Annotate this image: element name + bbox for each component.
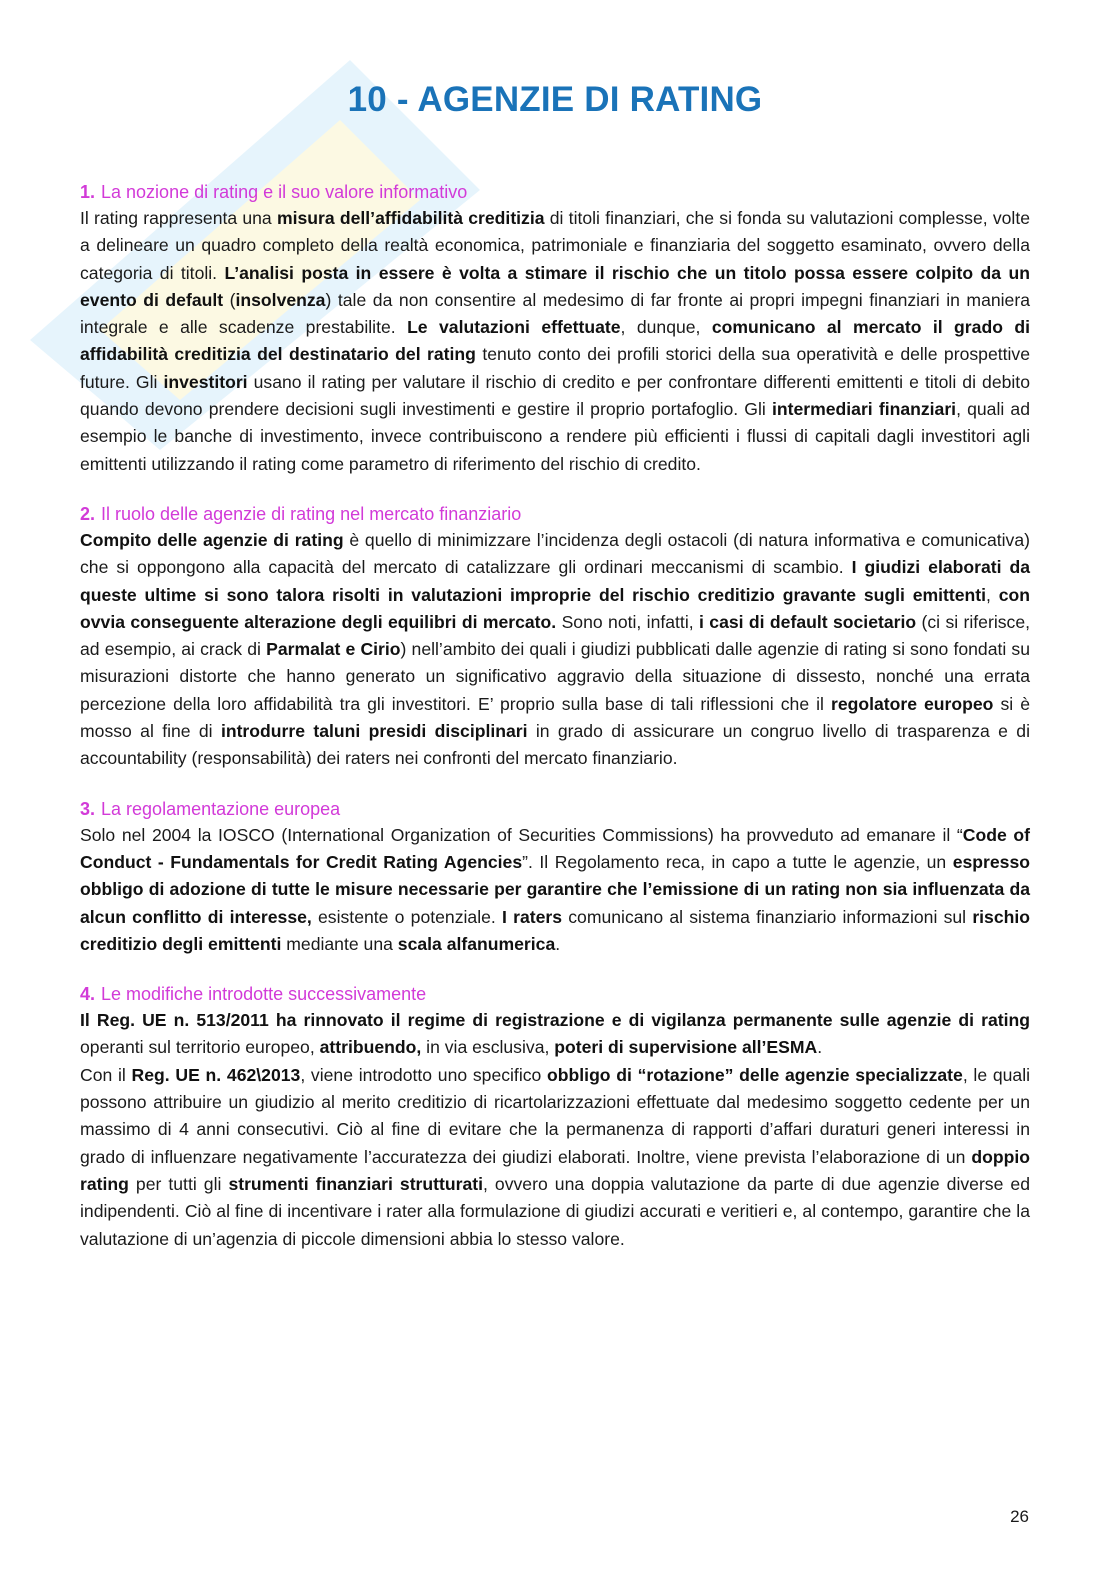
text-run: Sono noti, infatti, [556, 611, 700, 632]
bold-text-run: intermediari finanziari [771, 399, 957, 420]
bold-text-run: scala alfanumerica [397, 933, 556, 954]
bold-text-run: strumenti finanziari strutturati [228, 1173, 483, 1194]
section [80, 984, 1030, 1253]
bold-text-run: con ovvia conseguente alterazione degli equilibri di mercato. [80, 584, 1030, 632]
bold-text-run: Code of Conduct - Fundamentals for Credit Rating Agencies [80, 824, 1031, 872]
section-heading [80, 182, 1030, 203]
text-run: , [986, 584, 999, 605]
section-paragraph [80, 205, 1030, 478]
bold-text-run: L’analisi posta in essere è volta a stimare il rischio che un titolo possa essere colpito da un evento di default [80, 262, 1030, 310]
text-run: ) tale da non consentire al medesimo di far fronte ai propri impegni finanziari in maniera integrale e alle scadenze prestabilite. [80, 289, 1030, 338]
section-heading [80, 984, 1030, 1005]
bold-text-run: Reg. UE n. 462\2013 [131, 1064, 301, 1085]
bold-text-run: I raters [502, 906, 563, 927]
bold-text-run: comunicano al mercato il grado di affidabilità creditizia del destinatario del rating [80, 317, 1030, 365]
section [80, 799, 1030, 958]
section-paragraph [80, 1062, 1030, 1253]
bold-text-run: i casi di default societario [699, 611, 917, 632]
section [80, 504, 1030, 773]
text-run: ) nell’ambito dei quali i giudizi pubblicati dalle agenzie di rating si sono fondati su misurazioni distorte che hanno generato un significativo aggravio della situazione di dissesto, nonché una errata percezione della loro affidabilità tra gli investitori. E’ proprio sulla base di tali riflessioni che il [80, 639, 1030, 714]
section [80, 182, 1030, 478]
text-run: ”. Il Regolamento reca, in capo a tutte le agenzie, un [522, 851, 953, 872]
text-run: , dunque, [620, 317, 712, 338]
text-run: . [817, 1037, 823, 1058]
text-run: per tutti gli [128, 1173, 229, 1194]
page-number: 26 [1010, 1507, 1029, 1526]
bold-text-run: Parmalat e Cirio [266, 639, 401, 660]
page-title: 10 - AGENZIE DI RATING [347, 80, 763, 119]
text-run: comunicano al sistema finanziario informazioni sul [562, 906, 973, 927]
bold-text-run: rischio creditizio degli emittenti [80, 906, 1030, 954]
section-heading-text: Il ruolo delle agenzie di rating nel mercato finanziario [101, 503, 522, 524]
section-number: 4. [80, 984, 96, 1005]
bold-text-run: poteri di supervisione all’ESMA [554, 1037, 818, 1058]
bold-text-run: attribuendo, [319, 1037, 422, 1058]
bold-text-run: insolvenza [235, 289, 326, 310]
section-heading [80, 504, 1030, 525]
section-heading-text: La regolamentazione europea [101, 798, 341, 819]
text-run: Solo nel 2004 la IOSCO (International Organization of Securities Commissions) ha provveduto ad emanare il “ [80, 824, 963, 845]
text-run: in via esclusiva, [421, 1037, 555, 1058]
section-number: 2. [80, 503, 96, 524]
text-run: (ci si riferisce, ad esempio, ai crack di [80, 611, 1031, 660]
text-run: si è mosso al fine di [80, 693, 1030, 742]
section-paragraph [80, 1007, 1030, 1062]
text-run: in grado di assicurare un congruo livello di trasparenza e di accountability (responsabilità) dei raters nei confronti del mercato finanziario. [80, 721, 1030, 769]
bold-text-run: investitori [163, 371, 248, 392]
text-run: esistente o potenziale. [311, 906, 502, 927]
text-run: operanti sul territorio europeo, [80, 1037, 320, 1058]
section-heading-text: La nozione di rating e il suo valore informativo [101, 182, 468, 202]
section-paragraph [80, 822, 1030, 958]
bold-text-run: introdurre taluni presidi disciplinari [220, 721, 528, 742]
section-number: 1. [80, 182, 96, 202]
text-run: ( [223, 289, 236, 310]
section-number: 3. [80, 798, 96, 819]
bold-text-run: Il Reg. UE n. 513/2011 ha rinnovato il regime di registrazione e di vigilanza permanente sulle agenzie di rating [80, 1010, 1030, 1031]
section-heading [80, 799, 1030, 820]
text-run: , le quali possono attribuire un giudizio al merito creditizio di ricartolarizzazioni effettuate dal medesimo soggetto cedente per un massimo di 4 anni consecutivi. Ciò al fine di evitare che la permanenza di rapporti d’affari duraturi generi interessi in grado di influenzare negativamente l’accuratezza dei giudizi elaborati. Inoltre, viene prevista l’elaborazione di un [80, 1064, 1031, 1167]
text-run: Il rating rappresenta una [80, 208, 277, 228]
text-run: , quali ad esempio le banche di investimento, invece contribuiscono a rendere più efficienti i flussi di capitali dagli investitori agli emittenti utilizzando il rating come parametro di riferimento del rischio di credito. [80, 399, 1030, 474]
text-run: di titoli finanziari, che si fonda su valutazioni complesse, volte a delineare un quadro completo della realtà economica, patrimoniale e finanziaria del soggetto esaminato, ovvero della categoria di titoli. [80, 208, 1030, 283]
bold-text-run: regolatore europeo [830, 693, 994, 714]
bold-text-run: I giudizi elaborati da queste ultime si sono talora risolti in valutazioni improprie del rischio creditizio gravante sugli emittenti [80, 557, 1030, 605]
section-heading-text: Le modifiche introdotte successivamente [101, 984, 427, 1005]
document-page [80, 80, 1030, 1253]
text-run: . [555, 933, 561, 954]
bold-text-run: espresso obbligo di adozione di tutte le misure necessarie per garantire che l’emissione di un rating non sia influenzata da alcun conflitto di interesse, [80, 851, 1030, 927]
section-paragraph [80, 527, 1030, 773]
bold-text-run: obbligo di “rotazione” delle agenzie specializzate [547, 1064, 963, 1085]
sections-container [80, 182, 1030, 1253]
bold-text-run: Compito delle agenzie di rating [80, 529, 344, 550]
text-run: , viene introdotto uno specifico [300, 1064, 548, 1085]
bold-text-run: misura dell’affidabilità creditizia [276, 208, 545, 228]
text-run: mediante una [281, 933, 398, 954]
text-run: Con il [80, 1064, 132, 1085]
bold-text-run: doppio rating [80, 1146, 1030, 1194]
text-run: usano il rating per valutare il rischio di credito e per confrontare differenti emittenti e titoli di debito quando devono prendere decisioni sugli investimenti e gestire il proprio portafoglio. Gli [80, 371, 1030, 420]
text-run: tenuto conto dei profili storici della sua operatività e delle prospettive future. Gli [80, 344, 1030, 392]
bold-text-run: Le valutazioni effettuate [407, 317, 621, 338]
text-run: , ovvero una doppia valutazione da parte di due agenzie diverse ed indipendenti. Ciò al fine di incentivare i rater alla formulazione di giudizi accurati e veritieri e, al contempo, garantire che la valutazione di un’agenzia di piccole dimensioni abbia lo stesso valore. [80, 1173, 1030, 1249]
text-run: è quello di minimizzare l’incidenza degli ostacoli (di natura informativa e comunicativa) che si oppongono alla capacità del mercato di catalizzare gli ordinari meccanismi di scambio. [80, 529, 1030, 578]
